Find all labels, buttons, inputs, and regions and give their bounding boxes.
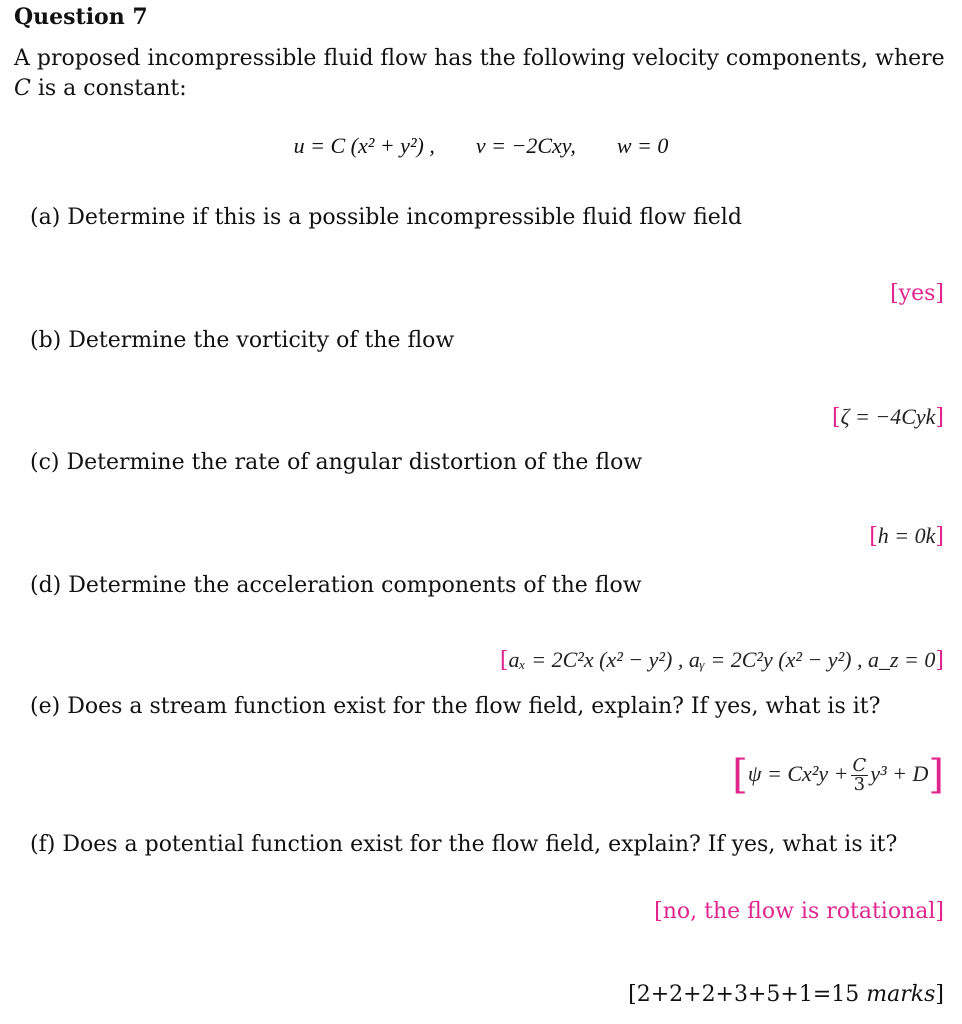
intro-text-after: is a constant: — [37, 76, 187, 101]
part-e-answer: [ψ = Cx²y + $\frac{C}{3}$ y³ + D] — [732, 752, 944, 798]
fraction-denominator: 3 — [853, 773, 866, 795]
part-f-answer: [no, the flow is rotational] — [654, 899, 944, 924]
velocity-equations — [0, 133, 962, 159]
part-a-label: (a) — [30, 205, 61, 230]
part-a-text: Determine if this is a possible incompressible fluid flow field — [67, 205, 742, 230]
fraction-numerator: C — [852, 754, 867, 776]
part-c-answer: [h = 0k] — [869, 523, 944, 549]
equation-u: u = C (x² + y²) , — [293, 133, 435, 158]
question-intro — [14, 44, 949, 104]
part-b-answer: [ζ = −4Cyk] — [832, 404, 944, 430]
equation-v: v = −2Cxy, — [475, 133, 576, 158]
part-e-question — [30, 694, 880, 719]
part-b-answer-text: ζ = −4Cyk — [840, 404, 936, 429]
part-d-question — [30, 573, 642, 598]
part-e-answer-fraction — [851, 754, 869, 795]
intro-text-before: A proposed incompressible fluid flow has the following velocity components, where — [14, 46, 945, 71]
equation-w: w = 0 — [616, 133, 669, 158]
part-e-answer-rhs: y³ + D — [870, 761, 929, 786]
question-heading: Question 7 — [14, 4, 148, 30]
part-f-question — [30, 832, 897, 857]
part-a-answer: [yes] — [890, 281, 944, 306]
part-d-label: (d) — [30, 573, 62, 598]
part-c-question — [30, 450, 642, 475]
part-f-label: (f) — [30, 832, 56, 857]
part-d-answer: [aₓ = 2C²x (x² − y²) , aᵧ = 2C²y (x² − y²) , a_z = 0] — [499, 647, 944, 673]
part-b-label: (b) — [30, 328, 62, 353]
part-e-label: (e) — [30, 694, 61, 719]
part-e-text: Does a stream function exist for the flow field, explain? If yes, what is it? — [67, 694, 881, 719]
part-c-answer-text: h = 0k — [877, 523, 936, 548]
marks-sum: 2+2+2+3+5+1=15 — [636, 982, 860, 1007]
part-d-text: Determine the acceleration components of the flow — [68, 573, 642, 598]
intro-variable: C — [14, 76, 31, 101]
part-e-answer-lhs: ψ = Cx²y + — [747, 761, 849, 786]
part-c-text: Determine the rate of angular distortion of the flow — [66, 450, 643, 475]
marks-breakdown: [2+2+2+3+5+1=15 marks] — [628, 982, 944, 1007]
part-f-answer-text: no, the flow is rotational — [662, 899, 936, 924]
part-f-text: Does a potential function exist for the flow field, explain? If yes, what is it? — [62, 832, 898, 857]
part-a-answer-text: yes — [898, 281, 936, 306]
part-c-label: (c) — [30, 450, 60, 475]
part-b-question — [30, 328, 454, 353]
part-b-text: Determine the vorticity of the flow — [68, 328, 455, 353]
part-a-question — [30, 205, 742, 230]
marks-word: marks — [866, 982, 936, 1007]
part-d-answer-text: aₓ = 2C²x (x² − y²) , aᵧ = 2C²y (x² − y²) , a_z = 0 — [508, 647, 936, 672]
